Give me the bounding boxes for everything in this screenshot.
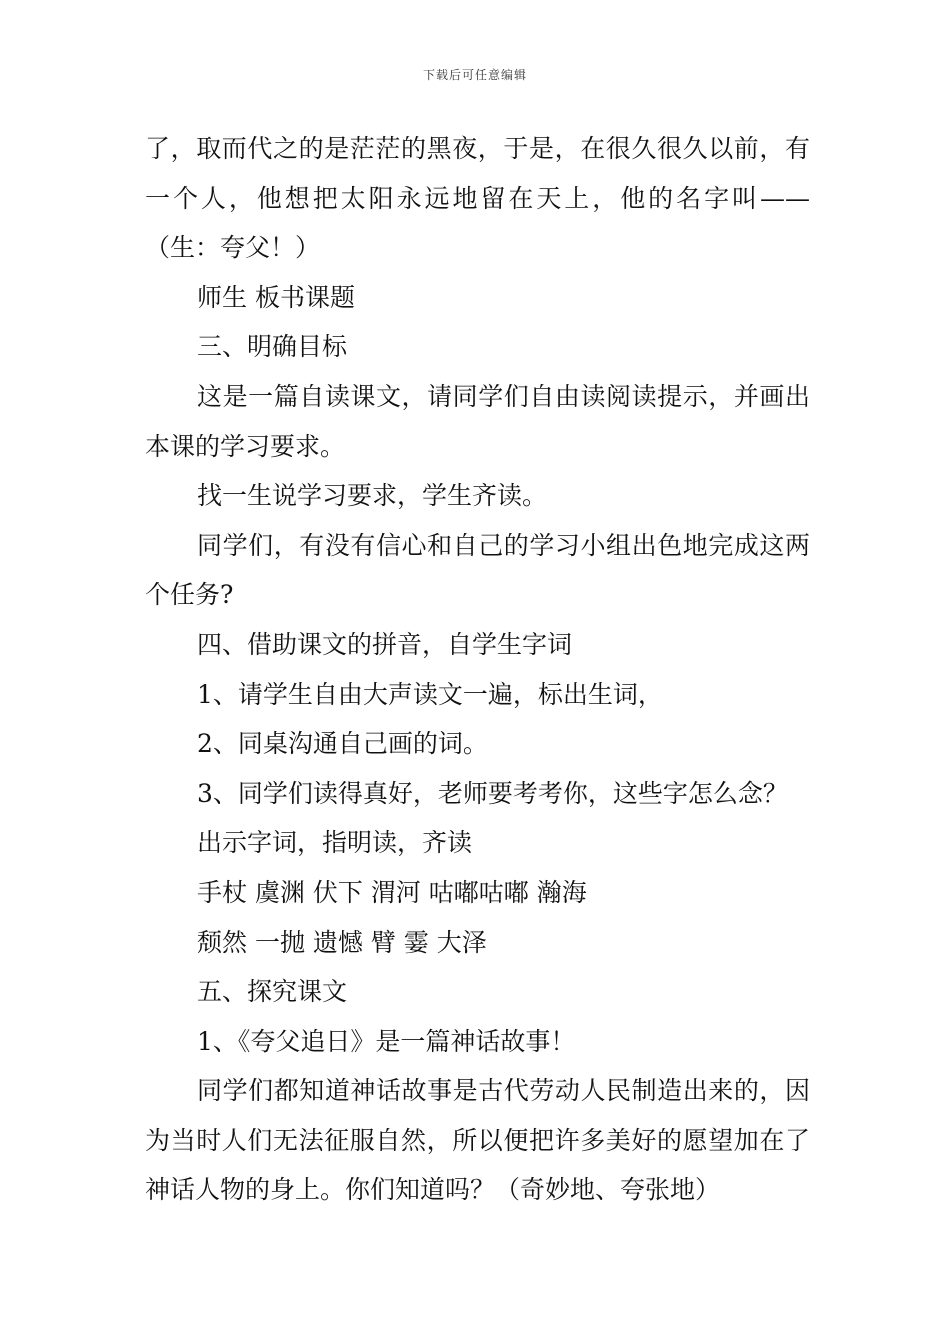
document-body <box>145 124 810 1215</box>
list-item-myth-story: 1、《夸父追日》是一篇神话故事！ <box>197 1026 576 1056</box>
page-header-note: 下载后可任意编辑 <box>422 68 527 82</box>
section-heading-explore-text: 五、探究课文 <box>197 977 348 1007</box>
list-item-step-3: 3、同学们读得真好，老师要考考你，这些字怎么念？ <box>197 778 788 808</box>
paragraph-show-words: 出示字词，指明读，齐读 <box>197 828 473 858</box>
paragraph-read-requirements: 找一生说学习要求，学生齐读。 <box>197 481 548 511</box>
list-item-step-1: 1、请学生自由大声读文一遍，标出生词， <box>197 679 663 709</box>
section-heading-self-study-words: 四、借助课文的拼音，自学生字词 <box>197 629 573 659</box>
vocabulary-line-2: 颓然 一抛 遗憾 臂 霎 大泽 <box>197 927 487 957</box>
section-heading-clarify-goals: 三、明确目标 <box>197 332 348 362</box>
paragraph-self-reading: 这是一篇自读课文，请同学们自由读阅读提示，并画出本课的学习要求。 <box>145 381 810 461</box>
vocabulary-line-1: 手杖 虞渊 伏下 渭河 咕嘟咕嘟 瀚海 <box>197 877 587 907</box>
list-item-step-2: 2、同桌沟通自己画的词。 <box>197 729 488 759</box>
paragraph-confidence-question: 同学们，有没有信心和自己的学习小组出色地完成这两个任务? <box>145 530 810 610</box>
paragraph-intro-continuation: 了，取而代之的是茫茫的黑夜，于是，在很久很久以前，有一个人，他想把太阳永远地留在天上，他的名字叫——（生：夸父！） <box>145 134 810 263</box>
paragraph-myth-explanation: 同学们都知道神话故事是古代劳动人民制造出来的，因为当时人们无法征服自然，所以便把许多美好的愿望加在了神话人物的身上。你们知道吗？（奇妙地、夸张地） <box>145 1076 810 1205</box>
paragraph-board-title: 师生 板书课题 <box>197 282 355 312</box>
